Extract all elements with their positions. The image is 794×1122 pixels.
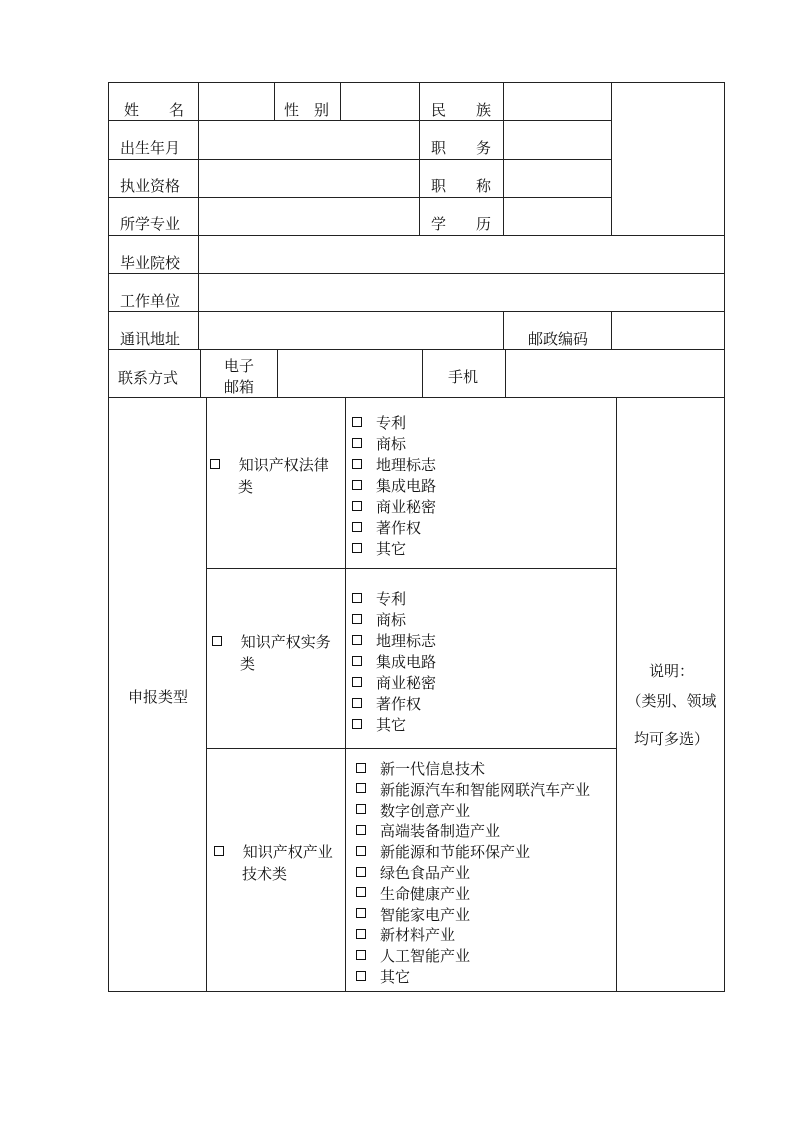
row-divider xyxy=(108,235,725,236)
option-item xyxy=(352,519,421,537)
category-label-industry xyxy=(214,843,333,861)
option-label: 数字创意产业 xyxy=(380,801,471,820)
education-label: 学 历 xyxy=(431,215,492,233)
postcode-label: 邮政编码 xyxy=(528,330,589,348)
category-divider xyxy=(206,748,616,749)
option-label: 地理标志 xyxy=(376,632,437,650)
email-label-line1: 电子 xyxy=(224,357,255,375)
gender-label: 性 别 xyxy=(284,101,330,119)
col-divider xyxy=(503,311,504,349)
option-item xyxy=(352,435,406,453)
option-checkbox[interactable] xyxy=(356,950,366,960)
option-item xyxy=(356,760,485,778)
category-divider xyxy=(206,568,616,569)
major-label: 所学专业 xyxy=(120,215,181,233)
col-divider xyxy=(505,349,506,397)
option-item xyxy=(352,611,406,629)
option-checkbox[interactable] xyxy=(352,543,362,553)
option-label: 集成电路 xyxy=(376,477,437,495)
option-item xyxy=(352,674,436,692)
col-divider xyxy=(422,349,423,397)
option-checkbox[interactable] xyxy=(356,867,366,877)
option-label: 著作权 xyxy=(376,519,422,537)
option-label: 其它 xyxy=(376,716,407,734)
option-item xyxy=(352,716,406,734)
option-item xyxy=(356,885,470,903)
option-checkbox[interactable] xyxy=(352,480,362,490)
option-item xyxy=(356,906,470,924)
row-divider xyxy=(108,273,725,274)
option-checkbox[interactable] xyxy=(352,635,362,645)
option-label: 商标 xyxy=(376,611,407,629)
option-label: 商业秘密 xyxy=(376,498,437,516)
col-divider xyxy=(198,235,199,349)
col-divider xyxy=(274,82,275,120)
option-label: 专利 xyxy=(376,414,407,432)
option-checkbox[interactable] xyxy=(352,459,362,469)
option-label: 智能家电产业 xyxy=(380,905,471,924)
option-label: 其它 xyxy=(376,540,407,558)
category-checkbox-legal[interactable] xyxy=(210,459,220,469)
employer-label: 工作单位 xyxy=(120,292,181,310)
option-checkbox[interactable] xyxy=(356,783,366,793)
option-item xyxy=(356,926,455,944)
col-divider xyxy=(419,82,420,235)
category-legal-line2: 类 xyxy=(238,478,254,496)
col-divider xyxy=(503,82,504,235)
option-item xyxy=(352,498,436,516)
col-divider xyxy=(277,349,278,397)
option-checkbox[interactable] xyxy=(352,522,362,532)
option-checkbox[interactable] xyxy=(356,825,366,835)
option-label: 商标 xyxy=(376,435,407,453)
option-checkbox[interactable] xyxy=(352,501,362,511)
option-item xyxy=(352,590,406,608)
birth-date-label: 出生年月 xyxy=(120,139,181,157)
option-item xyxy=(356,864,470,882)
option-label: 新一代信息技术 xyxy=(380,760,486,778)
option-label: 新材料产业 xyxy=(380,926,456,945)
option-checkbox[interactable] xyxy=(352,614,362,624)
option-item xyxy=(356,947,470,965)
option-label: 人工智能产业 xyxy=(380,947,471,966)
option-label: 其它 xyxy=(380,968,411,986)
option-label: 绿色食品产业 xyxy=(380,864,471,882)
row-divider xyxy=(108,311,725,312)
option-checkbox[interactable] xyxy=(356,908,366,918)
school-label: 毕业院校 xyxy=(120,254,181,272)
option-label: 新能源和节能环保产业 xyxy=(380,843,531,862)
option-item xyxy=(356,968,410,986)
application-type-label: 申报类型 xyxy=(128,688,189,706)
option-item xyxy=(356,822,500,840)
option-label: 新能源汽车和智能网联汽车产业 xyxy=(380,780,591,799)
row-divider xyxy=(108,197,611,198)
category-industry-line2: 技术类 xyxy=(242,865,288,883)
category-practice-line1: 知识产权实务 xyxy=(240,633,331,651)
option-item xyxy=(356,781,590,799)
category-checkbox-practice[interactable] xyxy=(212,636,222,646)
note-line3: 均可多选） xyxy=(633,730,709,748)
option-label: 集成电路 xyxy=(376,653,437,671)
option-item xyxy=(356,802,470,820)
col-divider xyxy=(611,82,612,235)
option-checkbox[interactable] xyxy=(352,698,362,708)
option-checkbox[interactable] xyxy=(352,593,362,603)
row-divider xyxy=(108,159,611,160)
row-divider xyxy=(108,120,611,121)
col-divider xyxy=(340,82,341,120)
category-checkbox-industry[interactable] xyxy=(214,846,224,856)
option-item xyxy=(352,540,406,558)
option-checkbox[interactable] xyxy=(356,971,366,981)
option-label: 生命健康产业 xyxy=(380,884,471,903)
col-divider xyxy=(616,397,617,992)
option-checkbox[interactable] xyxy=(356,929,366,939)
qualification-label: 执业资格 xyxy=(120,177,181,195)
option-item xyxy=(352,477,436,495)
option-label: 高端装备制造产业 xyxy=(380,822,501,841)
note-line2: （类别、领域 xyxy=(626,692,717,710)
option-checkbox[interactable] xyxy=(356,846,366,856)
option-label: 地理标志 xyxy=(376,456,437,474)
option-label: 专利 xyxy=(376,590,407,608)
category-legal-line1: 知识产权法律 xyxy=(238,456,329,474)
option-label: 商业秘密 xyxy=(376,674,437,692)
note-line1: 说明： xyxy=(648,662,694,680)
email-label-line2: 邮箱 xyxy=(224,378,255,396)
option-checkbox[interactable] xyxy=(352,656,362,666)
professional-title-label: 职 称 xyxy=(431,177,492,195)
option-label: 著作权 xyxy=(376,695,422,713)
option-checkbox[interactable] xyxy=(352,438,362,448)
contact-label: 联系方式 xyxy=(118,369,179,387)
option-item xyxy=(352,414,406,432)
option-checkbox[interactable] xyxy=(352,677,362,687)
row-divider xyxy=(108,397,725,398)
col-divider xyxy=(200,349,201,397)
col-divider xyxy=(611,311,612,349)
col-divider xyxy=(198,82,199,235)
option-checkbox[interactable] xyxy=(352,417,362,427)
option-checkbox[interactable] xyxy=(356,804,366,814)
category-industry-line1: 知识产权产业 xyxy=(242,843,333,861)
address-label: 通讯地址 xyxy=(120,330,181,348)
category-label-practice xyxy=(212,633,331,651)
option-item xyxy=(352,632,436,650)
mobile-label: 手机 xyxy=(448,368,479,386)
option-item xyxy=(352,456,436,474)
col-divider xyxy=(206,397,207,992)
duty-label: 职 务 xyxy=(431,139,492,157)
option-item xyxy=(356,843,530,861)
option-checkbox[interactable] xyxy=(352,719,362,729)
name-label: 姓 名 xyxy=(124,101,185,119)
col-divider xyxy=(345,397,346,992)
option-item xyxy=(352,653,436,671)
category-label-legal xyxy=(210,456,329,474)
option-item xyxy=(352,695,421,713)
category-practice-line2: 类 xyxy=(240,655,256,673)
option-checkbox[interactable] xyxy=(356,887,366,897)
option-checkbox[interactable] xyxy=(356,763,366,773)
ethnicity-label: 民 族 xyxy=(431,101,492,119)
